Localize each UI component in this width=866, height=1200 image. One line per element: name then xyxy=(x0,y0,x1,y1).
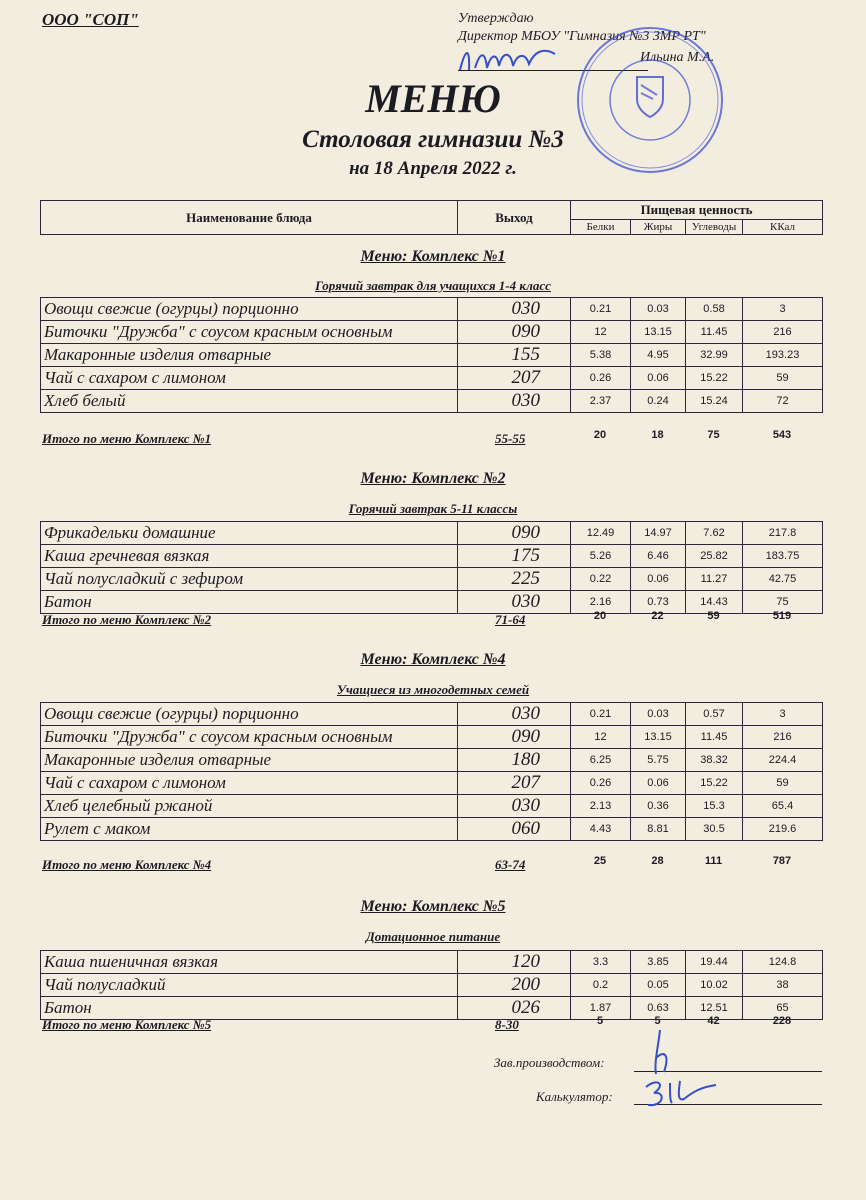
header-carbs: Углеводы xyxy=(686,220,743,235)
dish-name: Макаронные изделия отварные xyxy=(41,344,458,367)
menu-table xyxy=(40,950,823,1020)
dish-carbs: 32.99 xyxy=(686,344,743,367)
dish-fats: 0.24 xyxy=(631,390,686,413)
total-label: Итого по меню Комплекс №1 xyxy=(42,431,212,446)
dish-kcal: 65 xyxy=(743,997,823,1020)
table-row xyxy=(41,772,823,795)
dish-name: Овощи свежие (огурцы) порционно xyxy=(41,298,458,321)
dish-kcal: 65.4 xyxy=(743,795,823,818)
dish-carbs: 0.58 xyxy=(686,298,743,321)
dish-output: 026 xyxy=(458,997,571,1020)
table-row xyxy=(41,974,823,997)
section-subtitle: Учащиеся из многодетных семей xyxy=(336,682,530,697)
dish-output: 030 xyxy=(458,703,571,726)
total-kcal: 519 xyxy=(772,610,792,622)
dish-proteins: 5.38 xyxy=(571,344,631,367)
dish-fats: 0.73 xyxy=(631,591,686,614)
dish-kcal: 3 xyxy=(743,703,823,726)
header-dish-name: Наименование блюда xyxy=(41,201,458,235)
table-row xyxy=(41,298,823,321)
dish-kcal: 193.23 xyxy=(743,344,823,367)
total-price: 63-74 xyxy=(495,857,526,872)
dish-proteins: 12.49 xyxy=(571,522,631,545)
organization-name: ООО "СОП" xyxy=(42,10,139,29)
approve-label: Утверждаю xyxy=(458,11,534,26)
dish-name: Хлеб белый xyxy=(41,390,458,413)
dish-kcal: 219.6 xyxy=(743,818,823,841)
total-price: 71-64 xyxy=(495,612,526,627)
dish-output: 207 xyxy=(458,772,571,795)
dish-proteins: 1.87 xyxy=(571,997,631,1020)
dish-carbs: 11.45 xyxy=(686,321,743,344)
document-title: МЕНЮ xyxy=(365,76,501,121)
dish-proteins: 5.26 xyxy=(571,545,631,568)
production-head-label: Зав.производством: xyxy=(494,1055,605,1070)
dish-fats: 13.15 xyxy=(631,726,686,749)
dish-fats: 14.97 xyxy=(631,522,686,545)
dish-proteins: 0.21 xyxy=(571,298,631,321)
section-title: Меню: Комплекс №2 xyxy=(360,470,506,487)
dish-kcal: 216 xyxy=(743,726,823,749)
dish-name: Чай с сахаром с лимоном xyxy=(41,772,458,795)
header-fats: Жиры xyxy=(631,220,686,235)
dish-carbs: 19.44 xyxy=(686,951,743,974)
dish-kcal: 59 xyxy=(743,772,823,795)
header-kcal: ККал xyxy=(743,220,823,235)
dish-proteins: 0.26 xyxy=(571,772,631,795)
dish-fats: 6.46 xyxy=(631,545,686,568)
section-subtitle: Горячий завтрак 5-11 классы xyxy=(348,501,518,516)
dish-name: Каша гречневая вязкая xyxy=(41,545,458,568)
total-proteins: 25 xyxy=(593,855,607,867)
table-row xyxy=(41,390,823,413)
table-row xyxy=(41,795,823,818)
dish-fats: 4.95 xyxy=(631,344,686,367)
dish-proteins: 0.26 xyxy=(571,367,631,390)
header-proteins: Белки xyxy=(571,220,631,235)
dish-fats: 0.06 xyxy=(631,367,686,390)
dish-name: Фрикадельки домашние xyxy=(41,522,458,545)
dish-proteins: 12 xyxy=(571,321,631,344)
dish-proteins: 2.13 xyxy=(571,795,631,818)
dish-name: Чай с сахаром с лимоном xyxy=(41,367,458,390)
dish-output: 225 xyxy=(458,568,571,591)
approver-title: Директор МБОУ "Гимназия №3 ЗМР РТ" xyxy=(458,29,706,44)
dish-carbs: 15.22 xyxy=(686,772,743,795)
total-carbs: 111 xyxy=(704,855,723,867)
menu-date: на 18 Апреля 2022 г. xyxy=(349,158,517,179)
dish-name: Батон xyxy=(41,997,458,1020)
dish-carbs: 25.82 xyxy=(686,545,743,568)
dish-name: Рулет с маком xyxy=(41,818,458,841)
dish-kcal: 224.4 xyxy=(743,749,823,772)
dish-kcal: 217.8 xyxy=(743,522,823,545)
table-row xyxy=(41,344,823,367)
total-label: Итого по меню Комплекс №5 xyxy=(42,1017,212,1032)
dish-carbs: 7.62 xyxy=(686,522,743,545)
dish-carbs: 11.27 xyxy=(686,568,743,591)
dish-name: Хлеб целебный ржаной xyxy=(41,795,458,818)
total-label: Итого по меню Комплекс №2 xyxy=(42,612,212,627)
dish-kcal: 42.75 xyxy=(743,568,823,591)
dish-carbs: 0.57 xyxy=(686,703,743,726)
dish-name: Чай полусладкий с зефиром xyxy=(41,568,458,591)
total-fats: 18 xyxy=(651,429,664,441)
total-label: Итого по меню Комплекс №4 xyxy=(42,857,212,872)
dish-proteins: 2.16 xyxy=(571,591,631,614)
dish-carbs: 15.22 xyxy=(686,367,743,390)
table-row xyxy=(41,749,823,772)
dish-name: Овощи свежие (огурцы) порционно xyxy=(41,703,458,726)
table-row xyxy=(41,568,823,591)
dish-output: 030 xyxy=(458,591,571,614)
dish-fats: 0.05 xyxy=(631,974,686,997)
total-price: 55-55 xyxy=(495,431,526,446)
header-output: Выход xyxy=(458,201,571,235)
column-header-table xyxy=(40,200,823,235)
menu-table xyxy=(40,702,823,841)
total-price: 8-30 xyxy=(495,1017,519,1032)
dish-carbs: 15.24 xyxy=(686,390,743,413)
dish-kcal: 3 xyxy=(743,298,823,321)
dish-carbs: 11.45 xyxy=(686,726,743,749)
section-subtitle: Горячий завтрак для учащихся 1-4 класс xyxy=(315,278,551,293)
director-signature xyxy=(455,40,565,80)
total-kcal: 543 xyxy=(772,429,792,441)
section-title: Меню: Комплекс №4 xyxy=(360,651,506,668)
dish-output: 030 xyxy=(458,390,571,413)
menu-table xyxy=(40,521,823,614)
table-row xyxy=(41,367,823,390)
dish-output: 120 xyxy=(458,951,571,974)
dish-output: 200 xyxy=(458,974,571,997)
calculator-label: Калькулятор: xyxy=(536,1089,613,1104)
dish-carbs: 30.5 xyxy=(686,818,743,841)
total-proteins: 20 xyxy=(593,610,607,622)
dish-output: 030 xyxy=(458,298,571,321)
dish-kcal: 75 xyxy=(743,591,823,614)
total-fats: 22 xyxy=(651,610,664,622)
dish-proteins: 4.43 xyxy=(571,818,631,841)
dish-output: 090 xyxy=(458,522,571,545)
dish-kcal: 216 xyxy=(743,321,823,344)
dish-name: Батон xyxy=(41,591,458,614)
dish-fats: 0.03 xyxy=(631,298,686,321)
dish-kcal: 183.75 xyxy=(743,545,823,568)
dish-fats: 13.15 xyxy=(631,321,686,344)
header-nutrition: Пищевая ценность xyxy=(571,201,823,220)
section-title: Меню: Комплекс №1 xyxy=(360,248,506,265)
section-subtitle: Дотационное питание xyxy=(365,929,501,944)
dish-fats: 0.06 xyxy=(631,568,686,591)
dish-kcal: 59 xyxy=(743,367,823,390)
dish-output: 175 xyxy=(458,545,571,568)
dish-fats: 0.36 xyxy=(631,795,686,818)
dish-carbs: 14.43 xyxy=(686,591,743,614)
table-row xyxy=(41,522,823,545)
table-row xyxy=(41,726,823,749)
total-fats: 28 xyxy=(651,855,664,867)
section-title: Меню: Комплекс №5 xyxy=(360,898,506,915)
dish-proteins: 3.3 xyxy=(571,951,631,974)
dish-name: Каша пшеничная вязкая xyxy=(41,951,458,974)
dish-proteins: 0.22 xyxy=(571,568,631,591)
dish-output: 180 xyxy=(458,749,571,772)
dish-proteins: 0.2 xyxy=(571,974,631,997)
total-carbs: 59 xyxy=(707,610,720,622)
dish-output: 060 xyxy=(458,818,571,841)
table-row xyxy=(41,818,823,841)
total-kcal: 228 xyxy=(772,1015,792,1027)
dish-output: 090 xyxy=(458,321,571,344)
total-carbs: 75 xyxy=(707,429,720,441)
table-row xyxy=(41,545,823,568)
dish-proteins: 0.21 xyxy=(571,703,631,726)
total-proteins: 5 xyxy=(596,1015,604,1027)
dish-output: 207 xyxy=(458,367,571,390)
dish-kcal: 38 xyxy=(743,974,823,997)
dish-output: 090 xyxy=(458,726,571,749)
total-carbs: 42 xyxy=(707,1015,720,1027)
dish-output: 030 xyxy=(458,795,571,818)
table-row xyxy=(41,703,823,726)
dish-kcal: 72 xyxy=(743,390,823,413)
dish-name: Макаронные изделия отварные xyxy=(41,749,458,772)
dish-fats: 0.03 xyxy=(631,703,686,726)
total-kcal: 787 xyxy=(772,855,792,867)
canteen-name: Столовая гимназии №3 xyxy=(302,126,564,153)
dish-name: Биточки "Дружба" с соусом красным основным xyxy=(41,321,458,344)
dish-fats: 3.85 xyxy=(631,951,686,974)
dish-name: Биточки "Дружба" с соусом красным основным xyxy=(41,726,458,749)
dish-fats: 5.75 xyxy=(631,749,686,772)
dish-proteins: 2.37 xyxy=(571,390,631,413)
dish-carbs: 38.32 xyxy=(686,749,743,772)
table-row xyxy=(41,951,823,974)
dish-fats: 8.81 xyxy=(631,818,686,841)
dish-carbs: 12.51 xyxy=(686,997,743,1020)
dish-output: 155 xyxy=(458,344,571,367)
dish-name: Чай полусладкий xyxy=(41,974,458,997)
dish-proteins: 12 xyxy=(571,726,631,749)
dish-fats: 0.63 xyxy=(631,997,686,1020)
production-head-signature xyxy=(640,1028,680,1078)
menu-table xyxy=(40,297,823,413)
total-fats: 5 xyxy=(654,1015,661,1027)
approver-name: Ильина М.А. xyxy=(640,50,715,65)
dish-fats: 0.06 xyxy=(631,772,686,795)
calculator-signature xyxy=(640,1075,720,1110)
dish-proteins: 6.25 xyxy=(571,749,631,772)
dish-carbs: 10.02 xyxy=(686,974,743,997)
total-proteins: 20 xyxy=(593,429,607,441)
table-row xyxy=(41,321,823,344)
dish-kcal: 124.8 xyxy=(743,951,823,974)
dish-carbs: 15.3 xyxy=(686,795,743,818)
